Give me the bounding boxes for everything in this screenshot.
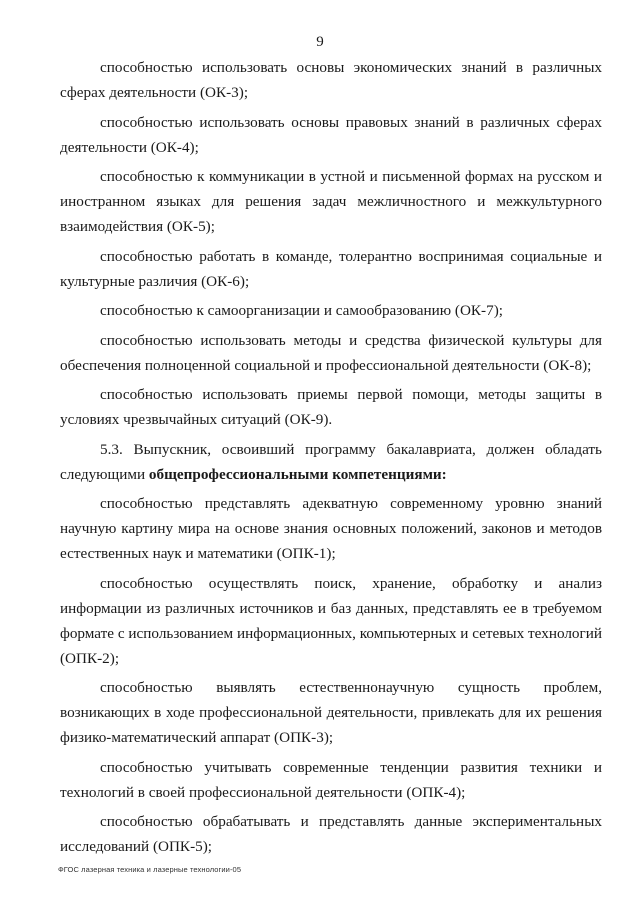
page-number: 9 <box>316 34 324 50</box>
paragraph-ok-6: способностью работать в команде, толерантно воспринимая социальные и культурные различия (ОК-6); <box>60 247 602 290</box>
paragraph-ok-9: способностью использовать приемы первой помощи, методы защиты в условиях чрезвычайных ситуаций (ОК-9). <box>60 386 602 428</box>
paragraph-ok-5: способностью к коммуникации в устной и письменной формах на русском и иностранном языках для решения задач межличностного и межкультурного взаимодействия (ОК-5); <box>60 168 602 235</box>
document-body <box>60 55 602 864</box>
paragraph-opk-5: способностью обрабатывать и представлять данные экспериментальных исследований (ОПК-5); <box>60 813 602 855</box>
paragraph-ok-3: способностью использовать основы экономических знаний в различных сферах деятельности (ОК-3); <box>60 59 602 101</box>
section-5-3-lead: 5.3. Выпускник, освоивший программу бакалавриата, должен обладать следующими <box>60 440 602 483</box>
paragraph-opk-4: способностью учитывать современные тенденции развития техники и технологий в своей профессиональной деятельности (ОПК-4); <box>60 758 602 801</box>
paragraph-opk-3: способностью выявлять естественнонаучную сущность проблем, возникающих в ходе профессиональной деятельности, привлекать для их решения физико-математический аппарат (ОПК-3); <box>60 679 602 746</box>
paragraph-opk-2: способностью осуществлять поиск, хранение, обработку и анализ информации из различных источников и баз данных, представлять ее в требуемом формате с использованием информационных, компьютерных и сетевых технологий (ОПК-2); <box>60 574 602 667</box>
paragraph-ok-4: способностью использовать основы правовых знаний в различных сферах деятельности (ОК-4); <box>60 113 602 156</box>
paragraph-ok-8: способностью использовать методы и средства физической культуры для обеспечения полноценной социальной и профессиональной деятельности (ОК-8); <box>60 331 602 374</box>
section-5-3 <box>60 437 602 487</box>
footer-note: ФГОС лазерная техника и лазерные технологии-05 <box>58 865 242 874</box>
paragraph-ok-7: способностью к самоорганизации и самообразованию (ОК-7); <box>100 302 503 319</box>
paragraph-opk-1: способностью представлять адекватную современному уровню знаний научную картину мира на основе знания основных положений, законов и методов естественных наук и математики (ОПК-1); <box>60 495 602 562</box>
section-5-3-bold: общепрофессиональными компетенциями: <box>148 465 447 483</box>
